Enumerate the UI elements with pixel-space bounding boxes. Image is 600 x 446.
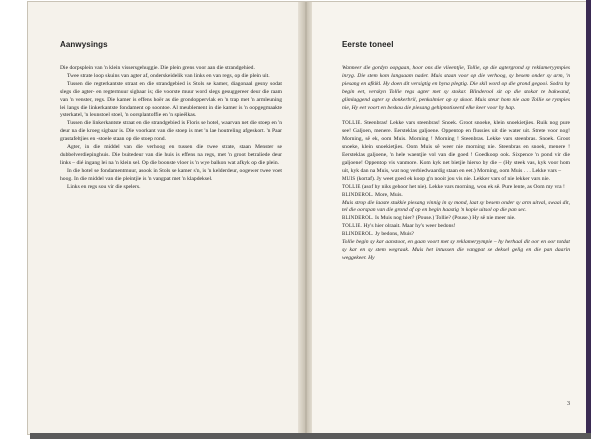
dialogue-text: (kortaf). Jy weet goed ek koop g'n nooit jou vis nie. Lekker vars of nie lekker vars nie.	[356, 175, 551, 182]
right-page	[312, 2, 588, 434]
page-number: 3	[567, 401, 570, 407]
left-page	[28, 2, 300, 434]
paragraph: Tussen die regterkantste straat en die strandgebied is Stols se kamer, diagonaal gesny sodat slegs die agter- en regtermuur sigbaar is; die voorste muur word slegs gesuggereer deur die raam van 'n venster, regs. Die kamer is effens hoër as die grondoppervlak en 'n trap met 'n armleuning lei langs die linkerkantste fondament op soontoe. Al meublement in die kamer is 'n oopgegmaakte ysterkatel, 'n leunstoel stoel, 'n oorsplantoffie en 'n spieëlkas.	[60, 80, 282, 119]
dialogue-text: Hy's hier olraait. Maar hy's weer bedons!	[363, 223, 456, 230]
paragraph: Links en regs sou vir die spelers.	[67, 183, 141, 190]
dialogue-line	[342, 120, 570, 175]
spacer	[342, 112, 570, 120]
dialogue-text: (asof hy niks gehoor het nie). Lekke vars morning, wou ek sê. Pure lente, as Oom my vra !	[362, 183, 565, 190]
speaker-name: TOLLIE	[342, 184, 361, 190]
dialogue-text: Jy bedons, Muis?	[375, 231, 415, 238]
dialogue-line	[342, 184, 570, 192]
dialogue-line	[342, 192, 570, 200]
dialogue-text: More, Muis.	[375, 191, 403, 198]
dialogue-text: Steenbras! Lekke vars steenbras! Snoek. Groot snoeke, klein snoekietjies. Ruik nog pure see! Galjoen, menere. Eersteklas galjoene. Oppentop en flussies uit die water uit. Strete voor nog! Morning, sê ek, oom Muis. Morning ! Morning ! Steenbras. Lekke vars steenbras. Snoek. Groot snoeke, klein snoekietjies. Oom Muis sê weer nie morning nie. Steenbras en snoek, menere ! Eersteklas galjoene, 'n hele waentjie vol van die goed ! Goedkoop ook. Sixpence 'n pond vir die galjoene! Oppentop vis vanmore. Kom kyk net bietjie hierso by die – (Hy steek vas, kyk voor hom uit, kyk dan na Muis, wat nog verbiedwaardig staan en eet.) Morning, oom Muis . . . Lekke vars –	[342, 120, 571, 174]
paragraph: Tussen die linkerkantste straat en die strandgebied is Floris se hotel, waarvan net die stoep en 'n deur na die kroeg sigbaar is. Die voorkant van die stoep is met 'n lae houtreling afgeskort. 'n Paar grastafeltjies en -stoele staan op die stoep rond.	[60, 120, 282, 143]
paragraph: Agter, in die middel van die verhoog en tussen die twee strate, staan Menster se dubbelverdiepinghuis. Die buitedeur van die huis is effens na regs, met 'n groot betraliede deur links – dié ingang lei na 'n klein sel. Op die boonste vloer is 'n wye balkon wat afkyk op die plein.	[60, 144, 282, 166]
speaker-name: BLINDEROL.	[342, 232, 374, 238]
book-cover-edge	[586, 0, 591, 434]
speaker-name: TOLLIE.	[342, 224, 363, 230]
dialogue-line	[342, 215, 570, 223]
speaker-name: BLINDEROL.	[342, 216, 374, 222]
book-cover-bottom	[30, 433, 591, 439]
dialogue-line	[342, 231, 570, 239]
book-spread	[28, 2, 588, 434]
speaker-name: BLINDEROL.	[342, 192, 374, 198]
right-page-heading: Eerste toneel	[342, 40, 394, 49]
left-page-body	[60, 65, 282, 192]
dialogue-text: Is Muis nog hier? (Pouse.) Tollie? (Pouse.) Hy sê nie meer nie.	[375, 215, 516, 222]
paragraph: Die dorpsplein van 'n klein vissersgehuggie. Die plein grens voor aan die strandgehied.	[60, 65, 255, 71]
right-page-body	[342, 65, 570, 263]
dialogue-line	[342, 223, 570, 231]
stage-direction: Wanneer die gordyn oopgaan, hoor ons die vlieentjie, Tollie, op die agtergrond sy reklameryympies inryg. Die stem kom langsaam nader. Muis staan voor op die verhoog, sy besem onder sy arm, 'n piesang en afkikl. Hy doen dit versigtig en byna plegtig. Die skil word op die grond gegooi. Sodra hy begin eet, verskyn Tollie regs agter met sy stokar. Blinderool sit op die stokar te bakwand, glimlaggend agter sy donkerbril, penkalmier op sy skoot. Muis steur hom nie aan Tollie se rympies nie, Hy eet voort en beskou die piesang gehipnotiseerd elke keer voor hy hap.	[342, 65, 570, 111]
paragraph: In die hotel se fondamentmuur, asook in Stols se kamer s'n, is 'n kelderdeur, oogewer twee voet hoog. In die middel van die pleintjie is 'n vangpat met 'n klapdeksel.	[60, 167, 282, 182]
stage-direction: Tollie begin sy kar aanstoot, en gaan voort met sy reklameryympie – hy herhaal dit oor en oor totdat sy kar en sy stem wegraak. Muis het intussen die vangpat se deksel gelig en die pan daarin weggekeer. Hy	[342, 239, 570, 261]
paragraph: Twee strate loop skuins van agter af, onderskeidelik van links en van regs, op die plein uit.	[67, 72, 270, 79]
speaker-name: TOLLIE.	[342, 121, 363, 127]
speaker-name: MUIS	[342, 176, 356, 182]
stage-direction: Muis strop die laaste stukkie piesang vinnig in sy mond, laat sy besem onder sy arm uitval, swaai dit, tel die oorspan van die grond af op en begin haastig 'n kopie uitsol op die pan sec.	[342, 199, 570, 214]
left-page-heading: Aanwysings	[60, 40, 108, 49]
dialogue-line	[342, 176, 570, 184]
